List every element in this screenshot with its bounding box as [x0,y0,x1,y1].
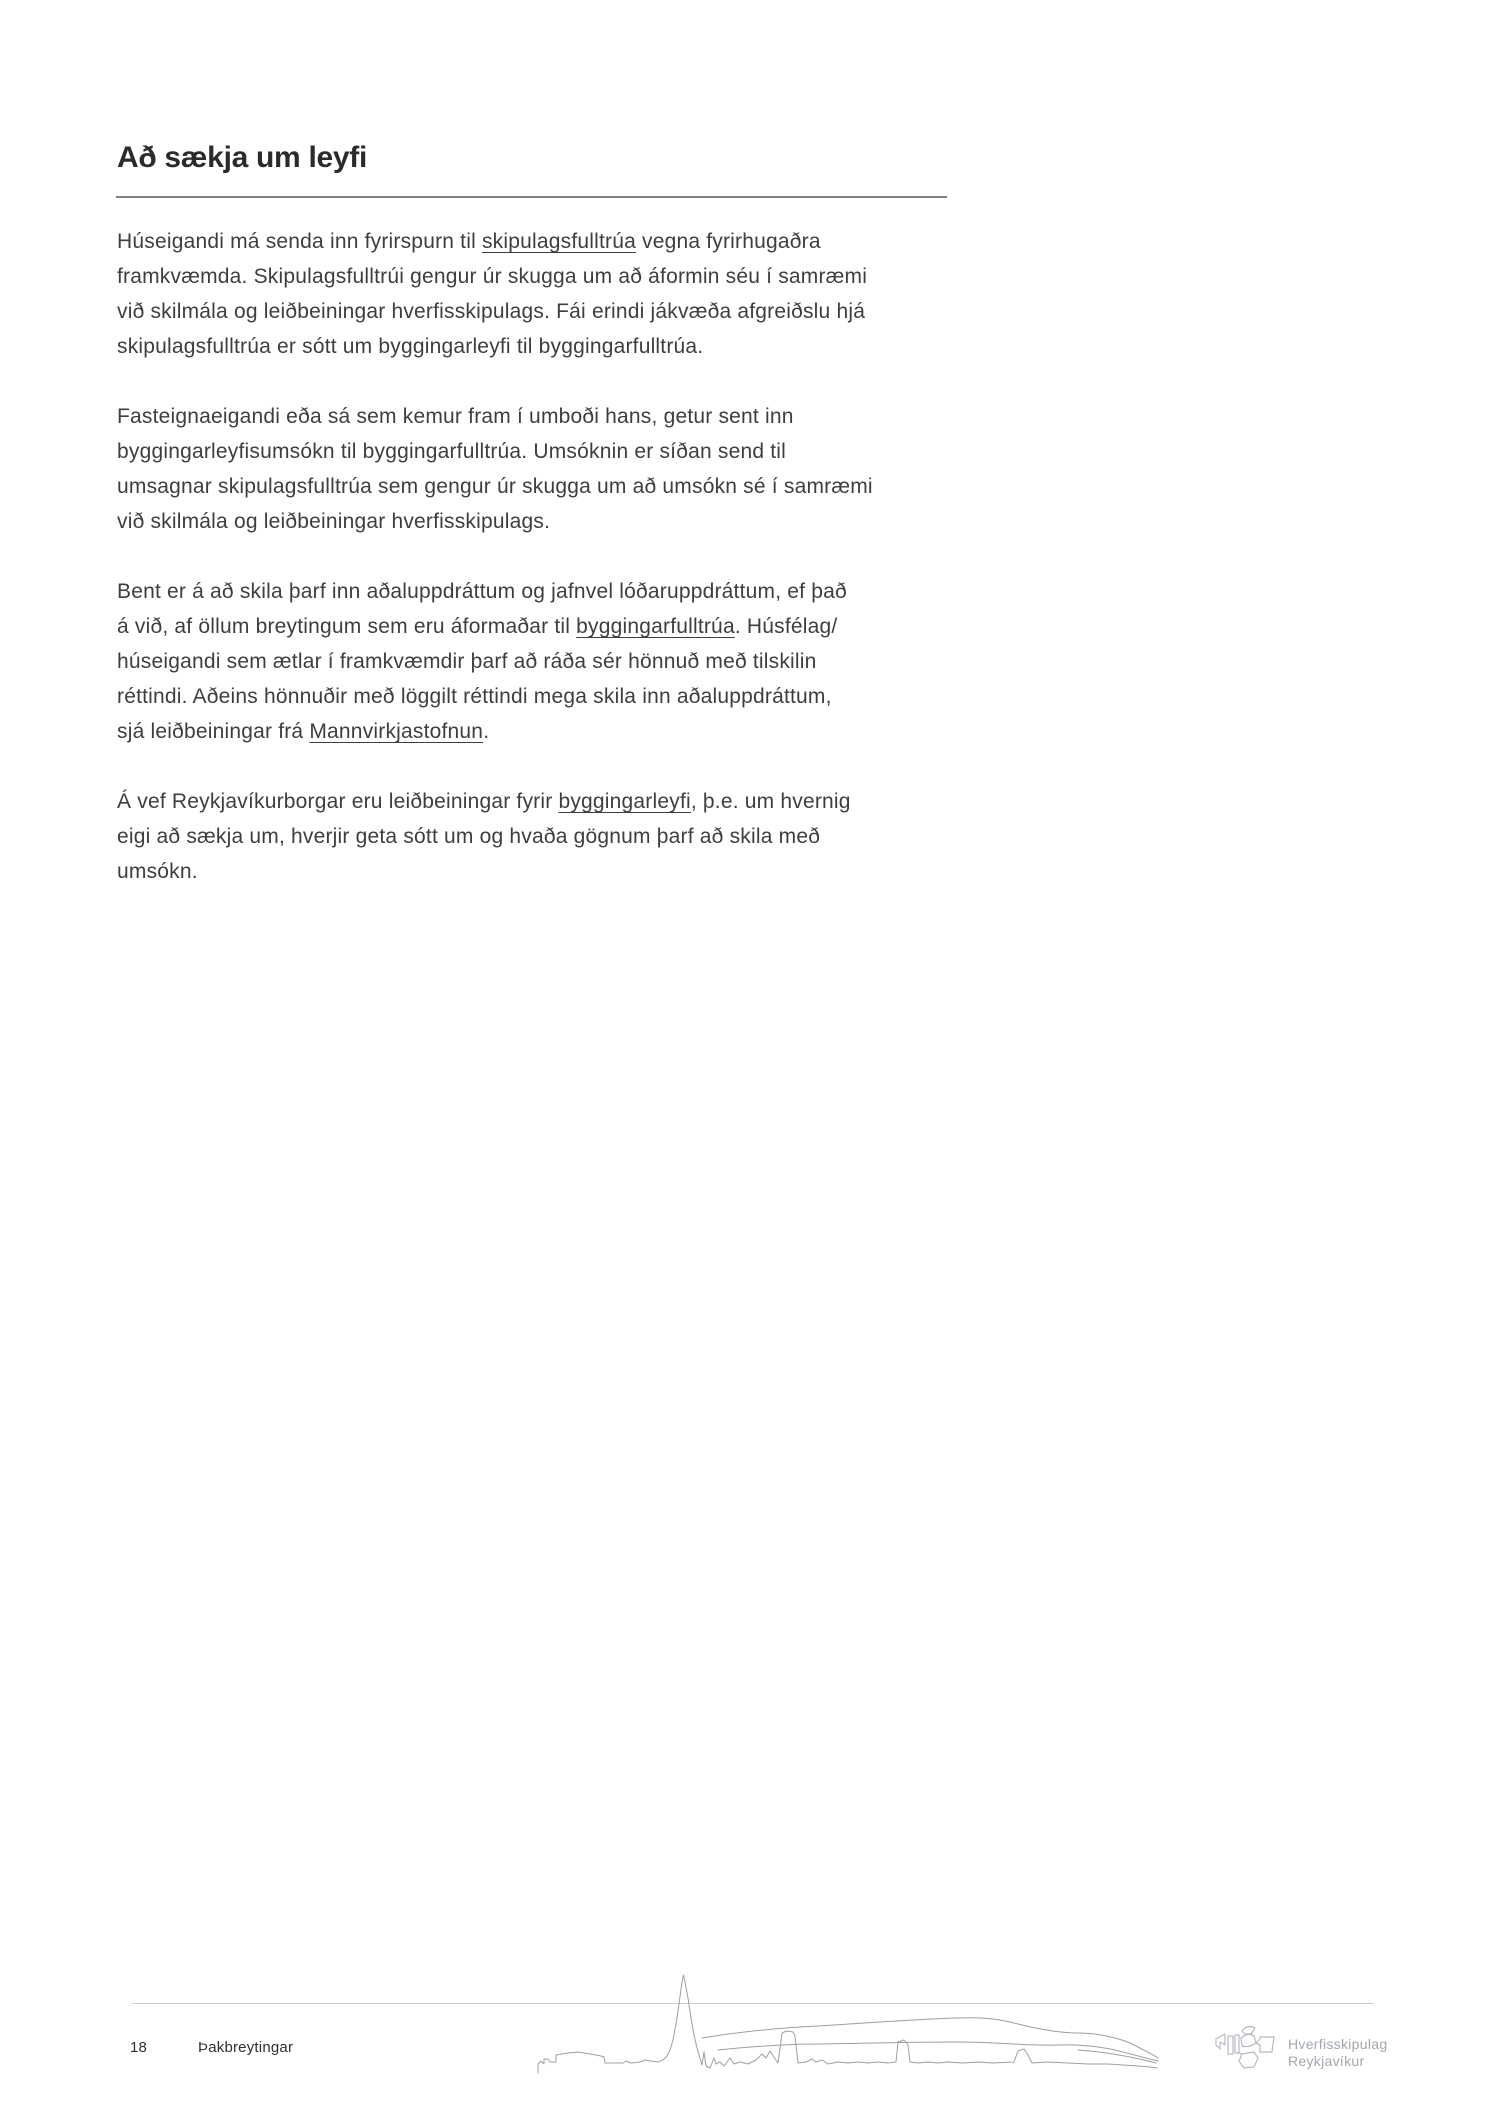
logo-text [1288,2036,1387,2070]
text-span: við skilmála og leiðbeiningar hverfisskipulags. Fái erindi jákvæða afgreiðslu hjá [117,300,866,323]
reykjavik-skyline-drawing [418,1972,1163,2077]
logo-text-line2: Reykjavíkur [1288,2053,1365,2069]
text-link[interactable]: skipulagsfulltrúa [481,230,636,253]
title-divider [116,196,947,198]
text-link[interactable]: byggingarleyfi [558,790,691,813]
hverfisskipulag-logo-icon [1212,2022,1284,2074]
text-link[interactable]: byggingarfulltrúa [576,615,735,638]
text-line [117,644,1037,679]
text-span: . Húsfélag/ [734,615,838,638]
text-span: Á vef Reykjavíkurborgar eru leiðbeiningar fyrir [117,790,559,813]
text-line [117,329,1037,364]
text-line [117,819,1037,854]
page-number: 18 [130,2039,148,2056]
text-line [117,259,1037,294]
text-span: við skilmála og leiðbeiningar hverfisskipulags. [117,510,551,533]
text-line [117,434,1037,469]
text-span: Fasteignaeigandi eða sá sem kemur fram í umboði hans, getur sent inn [117,405,794,428]
body-paragraph [117,574,1037,749]
body-paragraph [117,399,1037,539]
body-text [117,224,1037,924]
text-span: byggingarleyfisumsókn til byggingarfulltrúa. Umsóknin er síðan send til [117,440,787,463]
text-line [117,469,1037,504]
text-line [117,399,1037,434]
page-title: Að sækja um leyfi [117,141,367,174]
text-line [117,574,1037,609]
text-span: umsagnar skipulagsfulltrúa sem gengur úr skugga um að umsókn sé í samræmi [117,475,873,498]
text-span: á við, af öllum breytingum sem eru áformaðar til [117,615,577,638]
body-paragraph [117,224,1037,364]
text-span: vegna fyrirhugaðra [635,230,821,253]
text-span: framkvæmda. Skipulagsfulltrúi gengur úr skugga um að áformin séu í samræmi [117,265,868,288]
text-line [117,854,1037,889]
text-span: sjá leiðbeiningar frá [117,720,310,743]
text-span: eigi að sækja um, hverjir geta sótt um og hvaða gögnum þarf að skila með [117,825,821,848]
text-line [117,784,1037,819]
text-span: réttindi. Aðeins hönnuðir með löggilt réttindi mega skila inn aðaluppdráttum, [117,685,832,708]
logo-text-line1: Hverfisskipulag [1288,2036,1388,2052]
text-span: skipulagsfulltrúa er sótt um byggingarleyfi til byggingarfulltrúa. [117,335,704,358]
text-line [117,224,1037,259]
text-span: , þ.e. um hvernig [690,790,851,813]
footer-section-label: Þakbreytingar [198,2039,294,2056]
text-line [117,609,1037,644]
text-span: Húseigandi má senda inn fyrirspurn til [117,230,482,253]
text-span: húseigandi sem ætlar í framkvæmdir þarf að ráða sér hönnuð með tilskilin [117,650,817,673]
text-link[interactable]: Mannvirkjastofnun [309,720,484,743]
text-line [117,294,1037,329]
text-span: Bent er á að skila þarf inn aðaluppdráttum og jafnvel lóðaruppdráttum, ef það [117,580,847,603]
text-line [117,714,1037,749]
text-span: umsókn. [117,860,198,883]
text-line [117,504,1037,539]
text-line [117,679,1037,714]
body-paragraph [117,784,1037,889]
text-span: . [483,720,490,743]
